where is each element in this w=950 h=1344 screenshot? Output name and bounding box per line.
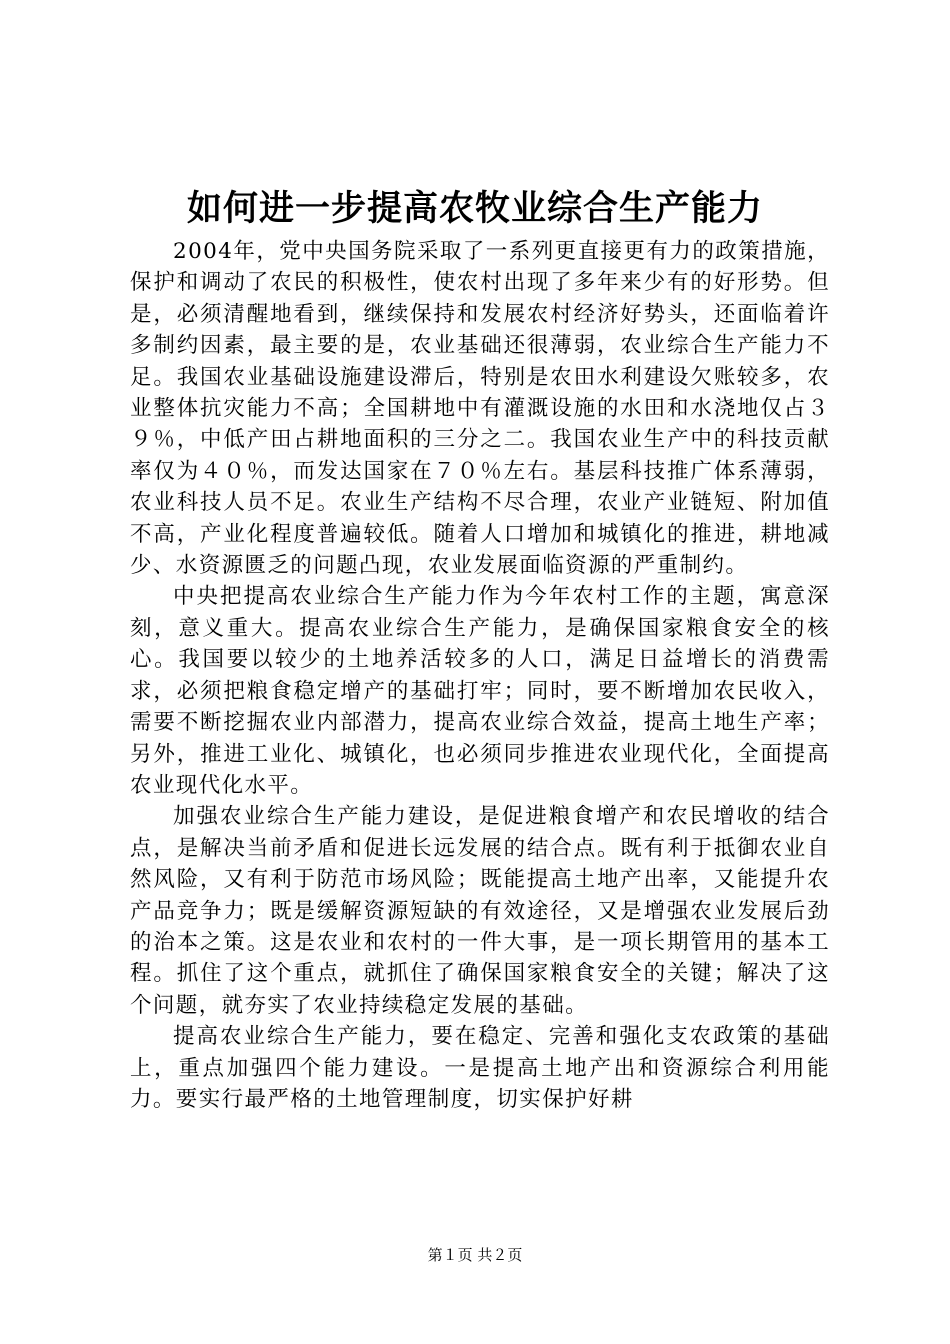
page-number-footer: 第１页 共２页 bbox=[427, 1246, 523, 1264]
document-title: 如何进一步提高农牧业综合生产能力 bbox=[186, 188, 763, 229]
paragraph: 中央把提高农业综合生产能力作为今年农村工作的主题，寓意深刻，意义重大。提高农业综合生产能力，是确保国家粮食安全的核心。我国要以较少的土地养活较多的人口，满足日益增长的消费需求，必须把粮食稳定增产的基础打牢；同时，要不断增加农民收入，需要不断挖掘农业内部潜力，提高农业综合效益，提高土地生产率；另外，推进工业化、城镇化，也必须同步推进农业现代化，全面提高农业现代化水平。 bbox=[130, 584, 830, 798]
paragraph: 2004年，党中央国务院采取了一系列更直接更有力的政策措施，保护和调动了农民的积极性，使农村出现了多年来少有的好形势。但是，必须清醒地看到，继续保持和发展农村经济好势头，还面临着许多制约因素，最主要的是，农业基础还很薄弱，农业综合生产能力不足。我国农业基础设施建设滞后，特别是农田水利建设欠账较多，农业整体抗灾能力不高；全国耕地中有灌溉设施的水田和水浇地仅占３９％，中低产田占耕地面积的三分之二。我国农业生产中的科技贡献率仅为４０％，而发达国家在７０％左右。基层科技推广体系薄弱，农业科技人员不足。农业生产结构不尽合理，农业产业链短、附加值不高，产业化程度普遍较低。随着人口增加和城镇化的推进，耕地减少、水资源匮乏的问题凸现，农业发展面临资源的严重制约。 bbox=[130, 239, 830, 579]
paragraph: 提高农业综合生产能力，要在稳定、完善和强化支农政策的基础上，重点加强四个能力建设。一是提高土地产出和资源综合利用能力。要实行最严格的土地管理制度，切实保护好耕 bbox=[130, 1024, 830, 1112]
paragraph: 加强农业综合生产能力建设，是促进粮食增产和农民增收的结合点，是解决当前矛盾和促进长远发展的结合点。既有利于抵御农业自然风险，又有利于防范市场风险；既能提高土地产出率，又能提升农产品竞争力；既是缓解资源短缺的有效途径，又是增强农业发展后劲的治本之策。这是农业和农村的一件大事，是一项长期管用的基本工程。抓住了这个重点，就抓住了确保国家粮食安全的关键；解决了这个问题，就夯实了农业持续稳定发展的基础。 bbox=[130, 804, 830, 1018]
document-body bbox=[130, 236, 830, 1115]
